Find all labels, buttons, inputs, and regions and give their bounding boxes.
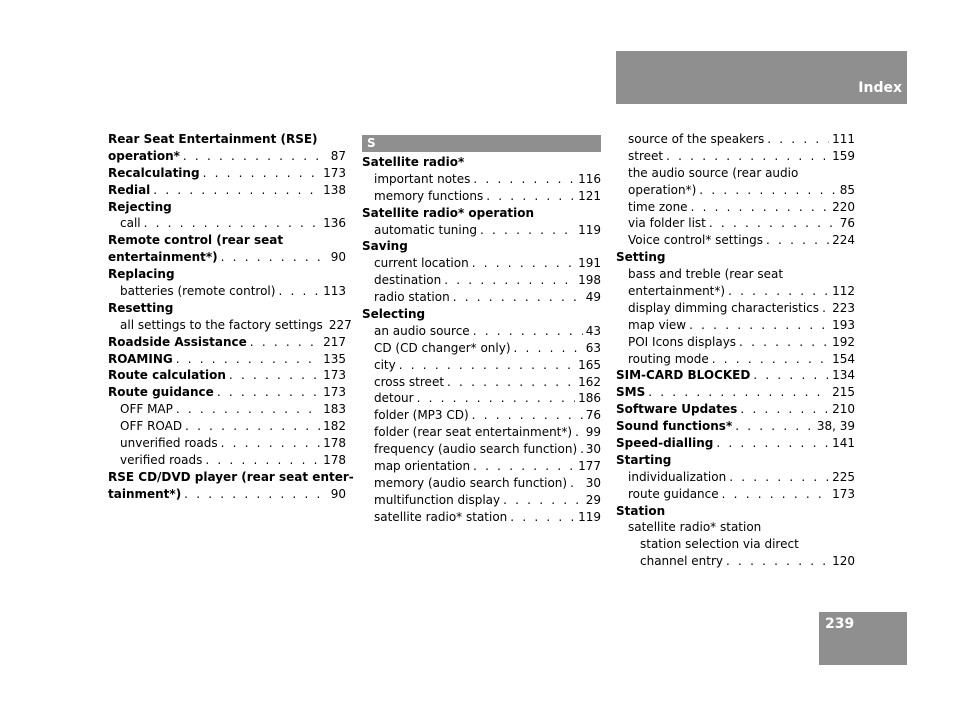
entry-text: Satellite radio* operation — [362, 205, 535, 220]
leader-dots — [417, 390, 576, 407]
index-entry — [616, 384, 855, 401]
entry-page-ref: 141 — [832, 436, 855, 451]
entry-text: Rear Seat Entertainment (RSE) — [108, 132, 318, 146]
index-entry — [616, 503, 855, 520]
index-entry — [108, 351, 346, 368]
index-entry — [616, 300, 855, 317]
leader-dots — [205, 452, 320, 469]
entry-text: Station — [616, 503, 666, 518]
entry-text: ROAMING — [108, 351, 173, 366]
entry-page-ref: 90 — [330, 250, 346, 265]
index-entry — [108, 418, 346, 435]
index-entry — [616, 249, 855, 266]
entry-page-ref: 112 — [832, 284, 855, 299]
index-entry — [362, 272, 601, 289]
entry-page-ref: 162 — [578, 374, 601, 389]
index-entry — [362, 475, 601, 492]
leader-dots — [666, 148, 829, 165]
entry-text: Setting — [616, 250, 666, 265]
entry-page-ref: 193 — [832, 317, 855, 332]
index-entry — [108, 317, 352, 334]
index-entry — [362, 222, 601, 239]
index-entry — [616, 486, 855, 503]
index-entry — [108, 486, 346, 503]
index-entry — [108, 249, 346, 266]
index-entry — [362, 289, 601, 306]
entry-page-ref: 38, 39 — [816, 419, 855, 434]
entry-page-ref: 178 — [323, 452, 346, 467]
index-entry — [108, 367, 346, 384]
index-entry — [616, 165, 855, 182]
leader-dots — [473, 458, 575, 475]
leader-dots — [185, 418, 320, 435]
entry-text: call — [120, 216, 141, 231]
entry-text: individualization — [628, 469, 727, 484]
leader-dots — [726, 553, 829, 570]
entry-text: SIM-CARD BLOCKED — [616, 368, 751, 383]
entry-text: source of the speakers — [628, 132, 765, 146]
entry-page-ref: 225 — [832, 469, 855, 484]
leader-dots — [221, 249, 328, 266]
entry-text: satellite radio* station — [374, 509, 508, 524]
leader-dots — [229, 367, 320, 384]
entry-page-ref: 191 — [578, 256, 601, 271]
leader-dots — [399, 357, 575, 374]
entry-text: RSE CD/DVD player (rear seat enter- — [108, 469, 354, 484]
entry-text: Route calculation — [108, 368, 226, 383]
index-entry — [616, 266, 855, 283]
entry-page-ref: 154 — [832, 351, 855, 366]
index-entry — [362, 509, 601, 526]
entry-page-ref: 63 — [585, 340, 601, 355]
index-entry — [616, 317, 855, 334]
entry-text: time zone — [628, 199, 688, 214]
entry-text: city — [374, 357, 396, 372]
leader-dots — [183, 148, 328, 165]
entry-page-ref: 159 — [832, 148, 855, 163]
entry-text: OFF ROAD — [120, 419, 183, 434]
leader-dots — [473, 171, 575, 188]
entry-page-ref: 165 — [578, 357, 601, 372]
leader-dots — [709, 215, 837, 232]
leader-dots — [473, 323, 583, 340]
index-entry — [108, 384, 346, 401]
page-title: Index — [858, 80, 902, 96]
index-entry — [362, 154, 601, 171]
index-entry — [108, 334, 346, 351]
entry-page-ref: 220 — [832, 199, 855, 214]
entry-text: cross street — [374, 374, 445, 389]
index-entry — [616, 334, 855, 351]
leader-dots — [739, 334, 829, 351]
entry-text: radio station — [374, 290, 450, 305]
entry-text: Route guidance — [108, 385, 214, 400]
leader-dots — [740, 401, 829, 418]
index-entry — [108, 435, 346, 452]
index-entry — [616, 283, 855, 300]
index-entry — [108, 300, 346, 317]
entry-page-ref: 173 — [323, 368, 346, 383]
leader-dots — [453, 289, 583, 306]
index-entry — [362, 340, 601, 357]
index-entry — [616, 148, 855, 165]
entry-text: Saving — [362, 239, 408, 254]
leader-dots — [278, 283, 320, 300]
index-entry — [362, 188, 601, 205]
index-entry — [616, 131, 855, 148]
index-column-1 — [108, 131, 354, 503]
index-entry — [362, 374, 601, 391]
entry-page-ref: 177 — [578, 459, 601, 474]
index-entry — [616, 232, 855, 249]
entry-page-ref: 120 — [832, 554, 855, 569]
entry-text: automatic tuning — [374, 222, 477, 237]
entry-text: Voice control* settings — [628, 233, 764, 248]
entry-page-ref: 119 — [578, 222, 601, 237]
entry-text: CD (CD changer* only) — [374, 340, 511, 355]
entry-text: the audio source (rear audio — [628, 165, 799, 180]
entry-page-ref: 113 — [323, 284, 346, 299]
leader-dots — [472, 407, 583, 424]
index-entry — [362, 238, 601, 255]
leader-dots — [822, 300, 829, 317]
index-entry — [616, 435, 855, 452]
entry-text: current location — [374, 256, 469, 271]
entry-page-ref: 49 — [585, 290, 601, 305]
entry-text: map view — [628, 317, 687, 332]
entry-text: tainment*) — [108, 486, 182, 501]
entry-text: batteries (remote control) — [120, 284, 276, 299]
index-entry — [108, 266, 346, 283]
entry-text: destination — [374, 273, 442, 288]
index-entry — [108, 401, 346, 418]
index-entry — [108, 283, 346, 300]
entry-text: operation*) — [628, 182, 697, 197]
entry-page-ref: 134 — [832, 368, 855, 383]
leader-dots — [648, 384, 829, 401]
entry-text: verified roads — [120, 452, 203, 467]
entry-text: Replacing — [108, 267, 175, 282]
leader-dots — [580, 441, 583, 458]
page-number: 239 — [825, 616, 855, 632]
entry-text: Remote control (rear seat — [108, 233, 284, 248]
entry-page-ref: 30 — [585, 442, 601, 457]
entry-page-ref: 215 — [832, 385, 855, 400]
entry-text: entertainment*) — [628, 284, 726, 299]
leader-dots — [699, 182, 836, 199]
entry-page-ref: 121 — [578, 188, 601, 203]
index-column-2 — [362, 131, 601, 526]
index-entry — [362, 357, 601, 374]
entry-text: display dimming characteristics — [628, 300, 820, 315]
entry-page-ref: 135 — [323, 351, 346, 366]
index-entry — [362, 255, 601, 272]
index-entry — [108, 182, 346, 199]
entry-text: Roadside Assistance — [108, 334, 247, 349]
entry-page-ref: 76 — [839, 216, 855, 231]
entry-text: map orientation — [374, 459, 471, 474]
entry-text: an audio source — [374, 323, 470, 338]
leader-dots — [691, 199, 830, 216]
entry-page-ref: 30 — [585, 475, 601, 490]
leader-dots — [217, 384, 320, 401]
leader-dots — [510, 509, 575, 526]
leader-dots — [575, 424, 583, 441]
index-entry — [616, 452, 855, 469]
entry-page-ref: 99 — [585, 425, 601, 440]
leader-dots — [144, 215, 320, 232]
entry-text: station selection via direct — [640, 537, 799, 552]
entry-text: operation* — [108, 148, 180, 163]
index-entry — [108, 148, 346, 165]
entry-text: Speed-dialling — [616, 436, 714, 451]
index-entry — [108, 469, 354, 486]
leader-dots — [712, 351, 829, 368]
entry-page-ref: 90 — [330, 486, 346, 501]
leader-dots — [767, 131, 829, 148]
entry-text: channel entry — [640, 554, 724, 569]
entry-text: Sound functions* — [616, 419, 733, 434]
leader-dots — [250, 334, 320, 351]
entry-text: bass and treble (rear seat — [628, 267, 784, 282]
entry-text: Rejecting — [108, 199, 172, 214]
entry-text: routing mode — [628, 351, 709, 366]
entry-page-ref: 116 — [578, 171, 601, 186]
index-entry — [362, 407, 601, 424]
entry-page-ref: 43 — [585, 323, 601, 338]
index-entry — [616, 199, 855, 216]
entry-text: Software Updates — [616, 402, 738, 417]
index-entry — [616, 367, 855, 384]
index-entry — [616, 536, 855, 553]
index-entry — [108, 452, 346, 469]
entry-text: satellite radio* station — [628, 520, 762, 535]
entry-page-ref: 87 — [330, 148, 346, 163]
entry-page-ref: 111 — [832, 132, 855, 146]
leader-dots — [184, 486, 328, 503]
index-entry — [616, 469, 855, 486]
index-entry — [362, 424, 601, 441]
leader-dots — [735, 418, 814, 435]
entry-text: folder (rear seat entertainment*) — [374, 425, 573, 440]
entry-text: OFF MAP — [120, 402, 173, 417]
entry-text: Redial — [108, 182, 151, 197]
index-entry — [362, 205, 601, 222]
entry-text: Satellite radio* — [362, 155, 465, 169]
entry-page-ref: 224 — [832, 233, 855, 248]
entry-text: memory functions — [374, 188, 484, 203]
index-entry — [616, 418, 855, 435]
leader-dots — [486, 188, 575, 205]
entry-page-ref: 227 — [328, 317, 352, 332]
index-entry — [362, 458, 601, 475]
leader-dots — [153, 182, 320, 199]
entry-page-ref: 223 — [832, 300, 855, 315]
leader-dots — [176, 351, 320, 368]
header-bar — [616, 51, 907, 104]
leader-dots — [221, 435, 321, 452]
entry-page-ref: 29 — [585, 492, 601, 507]
section-letter-bar: S — [362, 135, 601, 152]
entry-page-ref: 198 — [578, 273, 601, 288]
entry-page-ref: 182 — [323, 419, 346, 434]
entry-text: SMS — [616, 385, 646, 400]
index-entry — [616, 401, 855, 418]
index-entry — [362, 323, 601, 340]
entry-text: important notes — [374, 171, 471, 186]
leader-dots — [472, 255, 575, 272]
index-column-3 — [616, 131, 855, 570]
index-entry — [362, 492, 601, 509]
index-entry — [616, 351, 855, 368]
index-entry — [362, 306, 601, 323]
index-entry — [616, 182, 855, 199]
index-entry — [362, 390, 601, 407]
entry-text: Recalculating — [108, 165, 200, 180]
leader-dots — [176, 401, 320, 418]
index-entry — [616, 519, 855, 536]
entry-page-ref: 85 — [839, 182, 855, 197]
entry-page-ref: 186 — [578, 391, 601, 406]
entry-page-ref: 192 — [832, 334, 855, 349]
leader-dots — [766, 232, 829, 249]
index-entry — [362, 171, 601, 188]
leader-dots — [716, 435, 829, 452]
entry-text: Selecting — [362, 307, 426, 322]
entry-page-ref: 210 — [832, 402, 855, 417]
entry-text: via folder list — [628, 216, 706, 231]
leader-dots — [753, 367, 829, 384]
entry-page-ref: 173 — [832, 486, 855, 501]
leader-dots — [689, 317, 829, 334]
entry-page-ref: 217 — [323, 334, 346, 349]
entry-page-ref: 178 — [323, 436, 346, 451]
leader-dots — [203, 165, 321, 182]
leader-dots — [480, 222, 575, 239]
entry-text: multifunction display — [374, 492, 501, 507]
index-entry — [108, 215, 346, 232]
leader-dots — [503, 492, 583, 509]
entry-page-ref: 138 — [323, 182, 346, 197]
entry-text: detour — [374, 391, 414, 406]
entry-page-ref: 173 — [323, 165, 346, 180]
leader-dots — [447, 374, 575, 391]
leader-dots — [728, 283, 829, 300]
entry-page-ref: 76 — [585, 408, 601, 423]
leader-dots — [514, 340, 583, 357]
entry-text: all settings to the factory settings — [120, 317, 323, 332]
entry-text: unverified roads — [120, 436, 218, 451]
index-entry — [108, 165, 346, 182]
leader-dots — [444, 272, 575, 289]
entry-text: frequency (audio search function) — [374, 442, 578, 457]
index-entry — [108, 131, 346, 148]
entry-page-ref: 136 — [323, 216, 346, 231]
entry-text: street — [628, 148, 664, 163]
entry-page-ref: 173 — [323, 385, 346, 400]
entry-text: POI Icons displays — [628, 334, 737, 349]
index-entry — [108, 232, 346, 249]
entry-page-ref: 183 — [323, 402, 346, 417]
entry-text: Starting — [616, 452, 672, 467]
index-entry — [108, 199, 346, 216]
index-entry — [616, 553, 855, 570]
leader-dots — [722, 486, 829, 503]
leader-dots — [729, 469, 829, 486]
entry-text: folder (MP3 CD) — [374, 408, 469, 423]
leader-dots — [570, 475, 583, 492]
index-entry — [616, 215, 855, 232]
entry-text: Resetting — [108, 300, 174, 315]
entry-text: route guidance — [628, 486, 719, 501]
entry-text: memory (audio search function) — [374, 475, 568, 490]
entry-text: entertainment*) — [108, 250, 218, 265]
index-entry — [362, 441, 601, 458]
entry-page-ref: 119 — [578, 509, 601, 524]
